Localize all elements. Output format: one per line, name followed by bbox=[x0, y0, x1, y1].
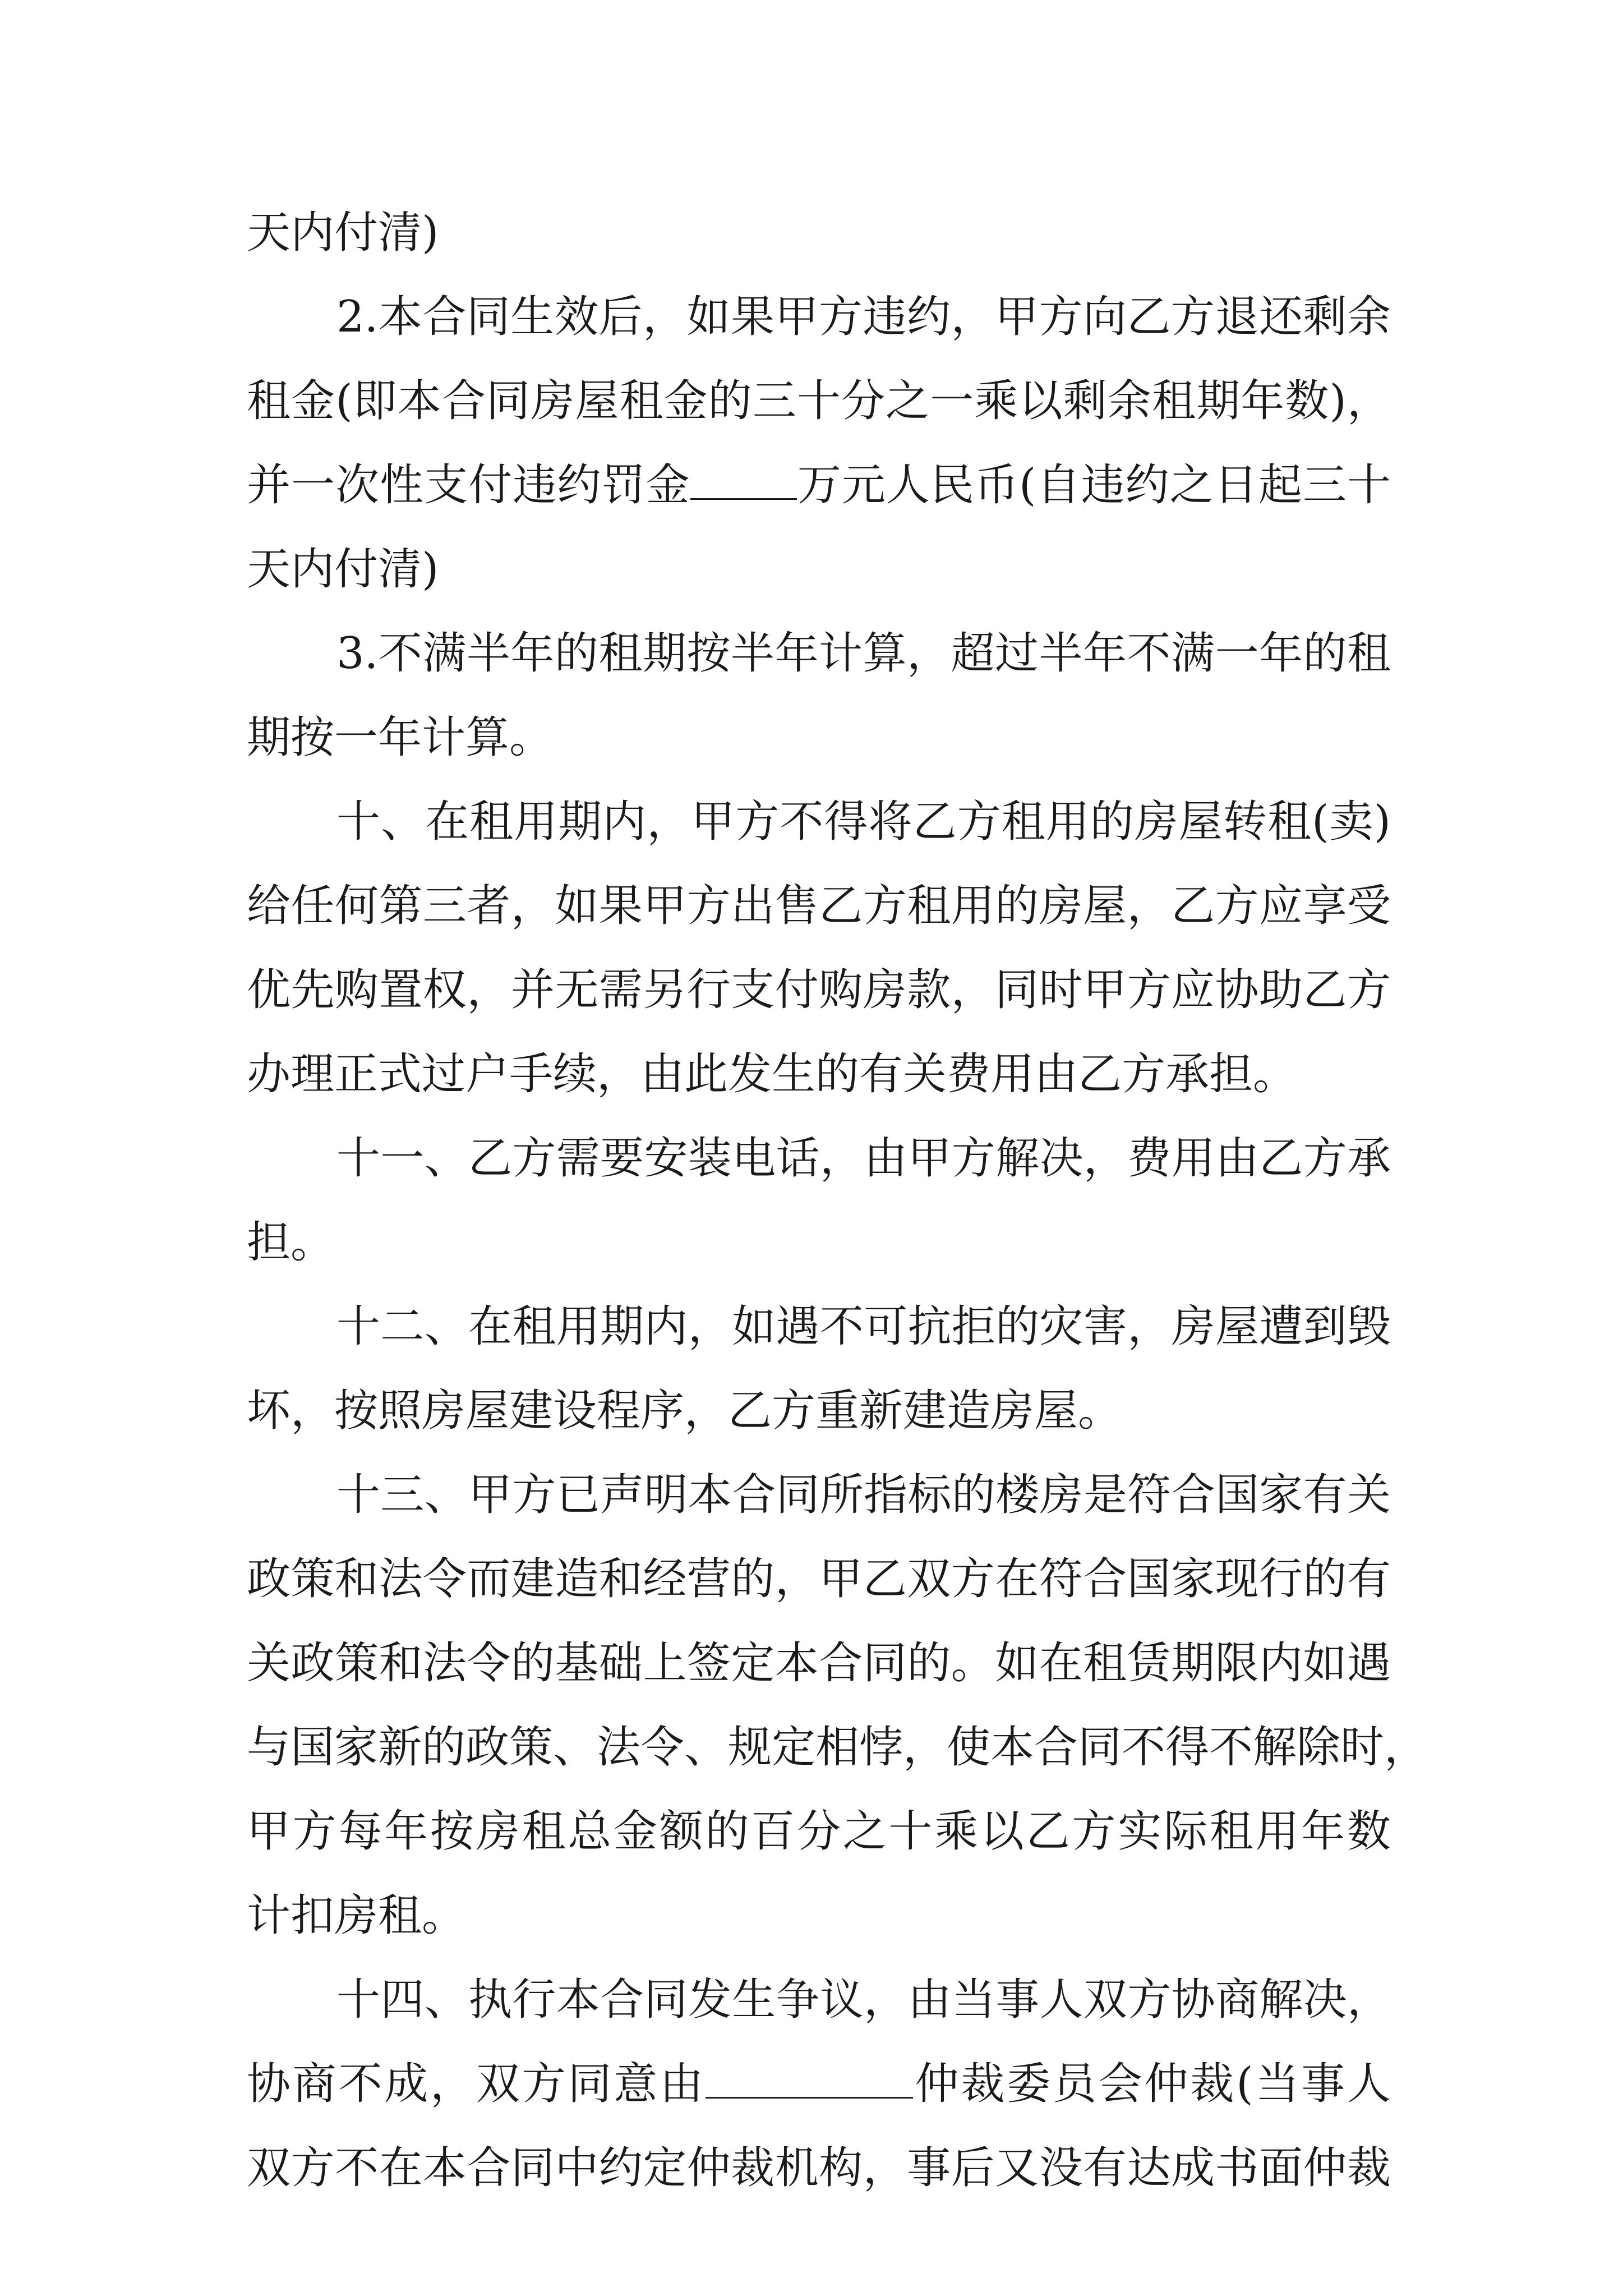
text-line-with-blank: 协商不成，双方同意由 仲裁委员会仲裁(当事人 bbox=[247, 2059, 1391, 2109]
text-line: 关政策和法令的基础上签定本合同的。如在租赁期限内如遇 bbox=[247, 1638, 1391, 1688]
text-line: 给任何第三者，如果甲方出售乙方租用的房屋，乙方应享受 bbox=[247, 881, 1391, 931]
text-line: 优先购置权，并无需另行支付购房款，同时甲方应协助乙方 bbox=[247, 965, 1391, 1015]
text-line: 甲方每年按房租总金额的百分之十乘以乙方实际租用年数 bbox=[247, 1806, 1391, 1857]
text-line: 政策和法令而建造和经营的，甲乙双方在符合国家现行的有 bbox=[247, 1554, 1391, 1604]
text-line: 租金(即本合同房屋租金的三十分之一乘以剩余租期年数)， bbox=[247, 376, 1391, 426]
text-line: 计扣房租。 bbox=[247, 1890, 466, 1941]
text-line: 与国家新的政策、法令、规定相悖，使本合同不得不解除时， bbox=[247, 1722, 1428, 1773]
text-line: 双方不在本合同中约定仲裁机构，事后又没有达成书面仲裁 bbox=[247, 2143, 1391, 2193]
paragraph-3-line: 3.不满半年的租期按半年计算，超过半年不满一年的租 bbox=[336, 628, 1391, 679]
fill-in-blank bbox=[706, 2058, 913, 2099]
text-line: 坏，按照房屋建设程序，乙方重新建造房屋。 bbox=[247, 1386, 1122, 1436]
clause-13-line: 十三、甲方已声明本合同所指标的楼房是符合国家有关 bbox=[336, 1470, 1391, 1520]
clause-11-line: 十一、乙方需要安装电话，由甲方解决，费用由乙方承 bbox=[336, 1133, 1391, 1184]
text-line: 期按一年计算。 bbox=[247, 712, 554, 763]
clause-12-line: 十二、在租用期内，如遇不可抗拒的灾害，房屋遭到毁 bbox=[336, 1301, 1391, 1352]
clause-14-line: 十四、执行本合同发生争议，由当事人双方协商解决， bbox=[336, 1975, 1391, 2025]
fill-in-blank bbox=[690, 459, 797, 500]
text-line-with-blank: 并一次性支付违约罚金 万元人民币(自违约之日起三十 bbox=[247, 460, 1391, 510]
paragraph-2-line: 2.本合同生效后，如果甲方违约，甲方向乙方退还剩余 bbox=[336, 292, 1391, 342]
clause-10-line: 十、在租用期内，甲方不得将乙方租用的房屋转租(卖) bbox=[336, 797, 1391, 847]
text-line: 天内付清) bbox=[247, 208, 439, 258]
text-line: 办理正式过户手续，由此发生的有关费用由乙方承担。 bbox=[247, 1049, 1297, 1099]
text-line: 担。 bbox=[247, 1217, 335, 1268]
text-line: 天内付清) bbox=[247, 544, 439, 595]
